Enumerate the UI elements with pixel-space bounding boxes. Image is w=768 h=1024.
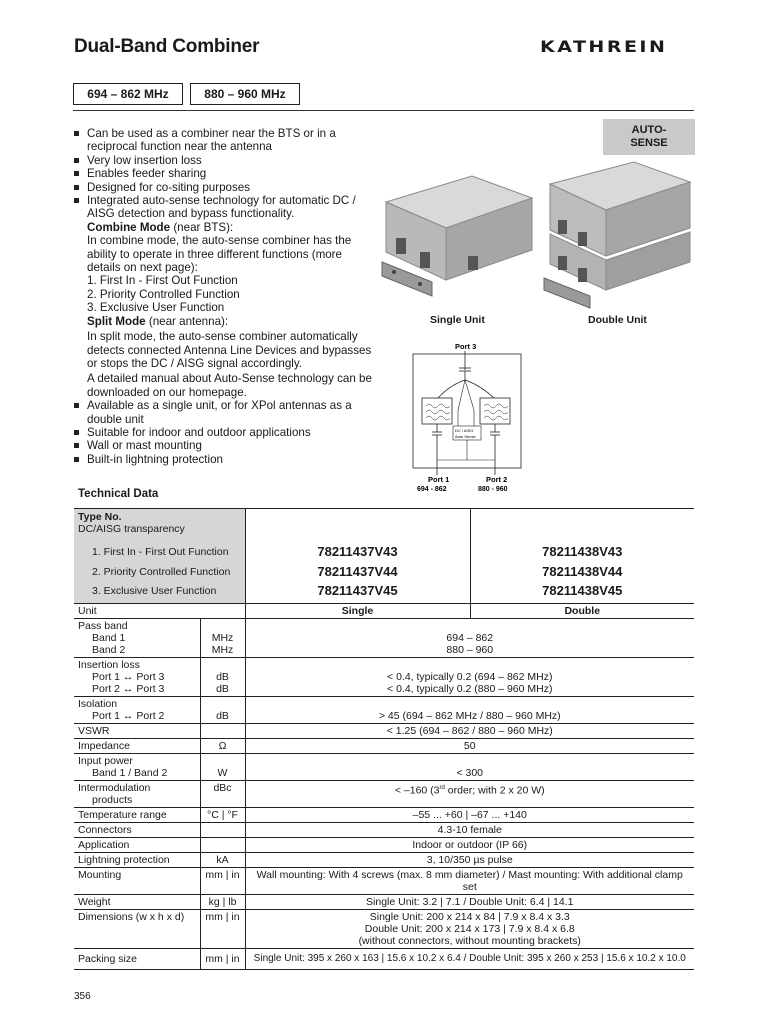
feature-item: Wall or mast mounting <box>73 439 383 452</box>
single-unit-image <box>372 172 544 307</box>
feature-item: Integrated auto-sense technology for automatic DC / AISG detection and bypass functionality. <box>73 194 383 221</box>
table-row: Unit Single Double <box>74 603 694 618</box>
table-row: Intermodulation products dBc < –160 (3rd order; with 2 x 20 W) <box>74 780 694 807</box>
manual-text: A detailed manual about Auto-Sense technology can be downloaded on our homepage. <box>87 372 372 399</box>
type-no-label: Type No. <box>78 511 122 523</box>
feature-item: Designed for co-siting purposes <box>73 181 383 194</box>
feature-item: Suitable for indoor and outdoor applications <box>73 426 383 439</box>
diagram-port1-label: Port 1 <box>428 475 450 484</box>
double-type-no-2: 78211438V44 <box>542 563 623 579</box>
diagram-port1-band: 694 - 862 <box>417 486 447 493</box>
table-row: Insertion loss Port 1 ↔ Port 3 Port 2 ↔ Port 3 dB dB < 0.4, typically 0.2 (694 – 862 MHz) < 0.4, typically 0.2 (880 – 960 MHz) <box>74 657 694 696</box>
page-title: Dual-Band Combiner <box>74 36 260 57</box>
table-row: Application Indoor or outdoor (IP 66) <box>74 837 694 852</box>
split-mode-text: In split mode, the auto-sense combiner automatically detects connected Antenna Line Devices and bypasses or stops the DC / AISG signal accordingly. <box>87 330 372 370</box>
single-type-no-3: 78211437V45 <box>317 583 398 598</box>
single-type-no-1: 78211437V43 <box>317 544 398 559</box>
band-label-1: 694 – 862 MHz <box>73 83 183 105</box>
kathrein-logo: KATHREIN <box>540 37 668 57</box>
technical-data-title: Technical Data <box>78 488 159 500</box>
diagram-auto-label: Auto Sense <box>455 434 476 439</box>
diagram-dc-label: DC / AISG <box>455 428 474 433</box>
feature-item: Very low insertion loss <box>73 154 383 167</box>
header-divider <box>73 110 694 111</box>
block-diagram <box>410 340 525 495</box>
table-row: Pass band Band 1 Band 2 MHz MHz 694 – 862 880 – 960 <box>74 618 694 657</box>
table-row: VSWR < 1.25 (694 – 862 / 880 – 960 MHz) <box>74 723 694 738</box>
table-row: Packing size mm | in Single Unit: 395 x 260 x 163 | 15.6 x 10.2 x 6.4 / Double Unit: 395 x 260 x 253 | 15.6 x 10.2 x 10.0 <box>74 948 694 969</box>
feature-item: Can be used as a combiner near the BTS or in a reciprocal function near the antenna <box>73 127 383 154</box>
diagram-port2-label: Port 2 <box>486 475 508 484</box>
feature-item: Available as a single unit, or for XPol antennas as a double unit <box>73 399 383 426</box>
double-type-no-1: 78211438V43 <box>542 544 623 559</box>
single-type-no-2: 78211437V44 <box>317 563 398 579</box>
table-row: Impedance Ω 50 <box>74 738 694 753</box>
table-row: Connectors 4.3-10 female <box>74 822 694 837</box>
diagram-port2-band: 880 - 960 <box>478 486 508 493</box>
spec-table <box>74 508 694 970</box>
table-row: Temperature range °C | °F –55 ... +60 | –67 ... +140 <box>74 807 694 822</box>
split-mode-block: Split Mode (near antenna): <box>87 314 229 328</box>
table-row: Input power Band 1 / Band 2 W < 300 <box>74 753 694 780</box>
band-label-2: 880 – 960 MHz <box>190 83 300 105</box>
double-unit-image <box>538 160 698 310</box>
feature-item: Built-in lightning protection <box>73 453 383 466</box>
table-row: Type No. DC/AISG transparency 1. First In - First Out Function 2. Priority Controlled Function 3. Exclusive User Function 78211437V43 78211437V44 78211437V45 78211438V43 78211438V44 78211438V45 <box>74 509 694 604</box>
single-unit-caption: Single Unit <box>430 314 485 326</box>
table-row: Mounting mm | in Wall mounting: With 4 screws (max. 8 mm diameter) / Mast mounting: With additional clamp set <box>74 867 694 894</box>
diagram-port3-label: Port 3 <box>455 342 477 351</box>
table-row: Lightning protection kA 3, 10/350 µs pulse <box>74 852 694 867</box>
feature-item: Enables feeder sharing <box>73 167 383 180</box>
table-row: Weight kg | lb Single Unit: 3.2 | 7.1 / Double Unit: 6.4 | 14.1 <box>74 894 694 909</box>
double-type-no-3: 78211438V45 <box>542 583 623 598</box>
autosense-badge: AUTO- SENSE <box>603 119 695 155</box>
feature-list <box>73 127 383 466</box>
combine-mode-block: Combine Mode (near BTS): In combine mode, the auto-sense combiner has the ability to operate in three different functions (more details on next page): 1. First In - First Out Function 2. Priority Controlled Function 3. Exclusive User Function <box>87 220 352 315</box>
table-row: Isolation Port 1 ↔ Port 2 dB > 45 (694 – 862 MHz / 880 – 960 MHz) <box>74 696 694 723</box>
page-number: 356 <box>74 991 91 1002</box>
double-unit-caption: Double Unit <box>588 314 647 326</box>
table-row: Dimensions (w x h x d) mm | in Single Unit: 200 x 214 x 84 | 7.9 x 8.4 x 3.3 Double Unit: 200 x 214 x 173 | 7.9 x 8.4 x 6.8 (without connectors, without mounting brackets) <box>74 909 694 948</box>
